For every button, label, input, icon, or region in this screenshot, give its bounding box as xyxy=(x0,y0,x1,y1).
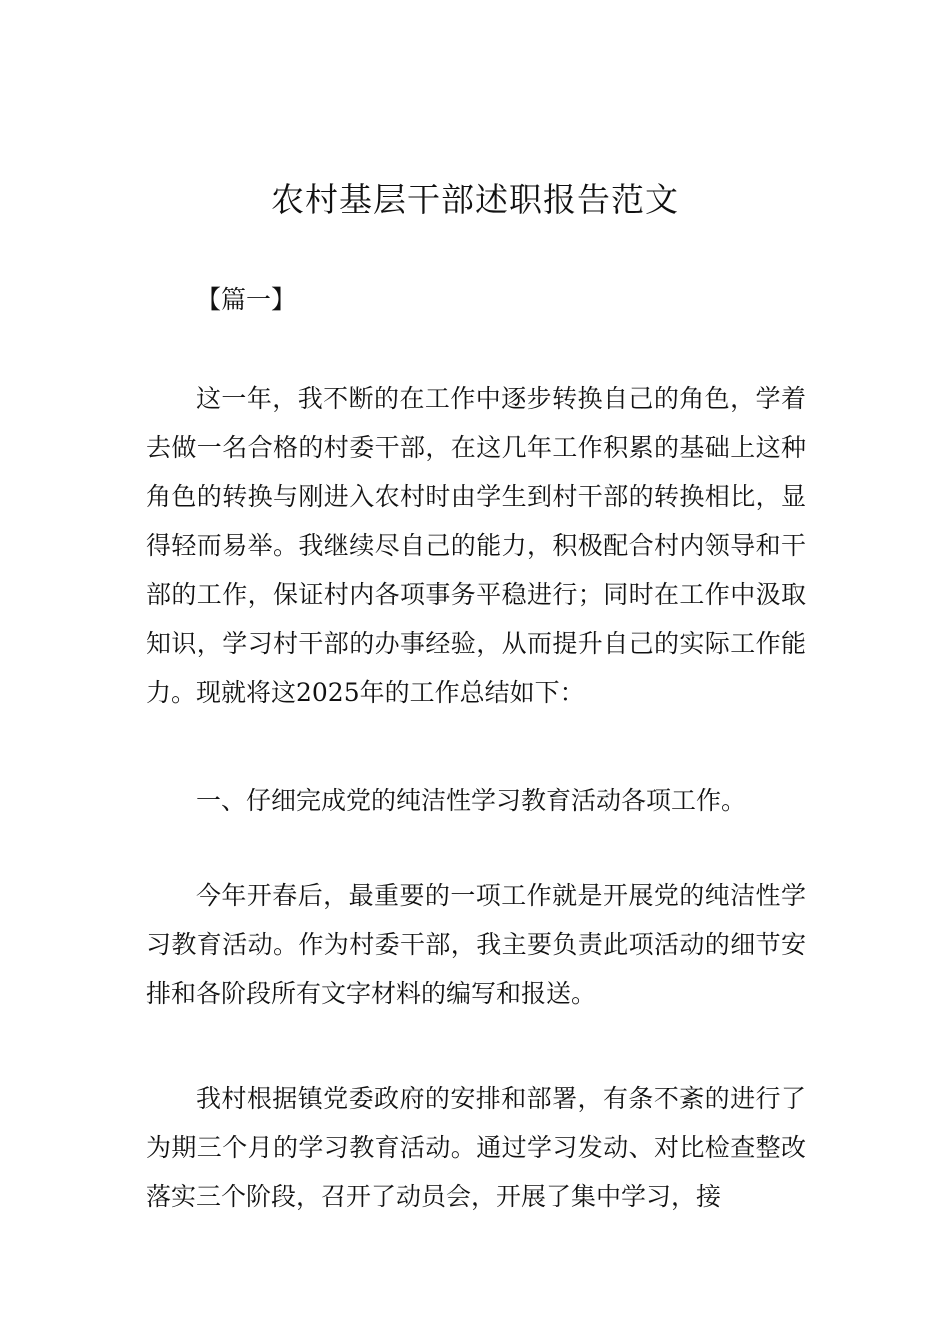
paragraph-intro: 这一年，我不断的在工作中逐步转换自己的角色，学着去做一名合格的村委干部，在这几年工作积累的基础上这种角色的转换与刚进入农村时由学生到村干部的转换相比，显得轻而易举。我继续尽自己的能力，积极配合村内领导和干部的工作，保证村内各项事务平稳进行；同时在工作中汲取知识，学习村干部的办事经验，从而提升自己的实际工作能力。现就将这2025年的工作总结如下： xyxy=(146,384,806,707)
document-title: 农村基层干部述职报告范文 xyxy=(271,180,679,219)
paragraph-village-activity: 我村根据镇党委政府的安排和部署，有条不紊的进行了为期三个月的学习教育活动。通过学习发动、对比检查整改落实三个阶段，召开了动员会，开展了集中学习，接 xyxy=(146,1084,806,1211)
section-label: 【篇一】 xyxy=(196,285,297,314)
section-heading-one: 一、仔细完成党的纯洁性学习教育活动各项工作。 xyxy=(196,786,747,815)
paragraph-spring-work: 今年开春后，最重要的一项工作就是开展党的纯洁性学习教育活动。作为村委干部，我主要负责此项活动的细节安排和各阶段所有文字材料的编写和报送。 xyxy=(146,881,806,1008)
